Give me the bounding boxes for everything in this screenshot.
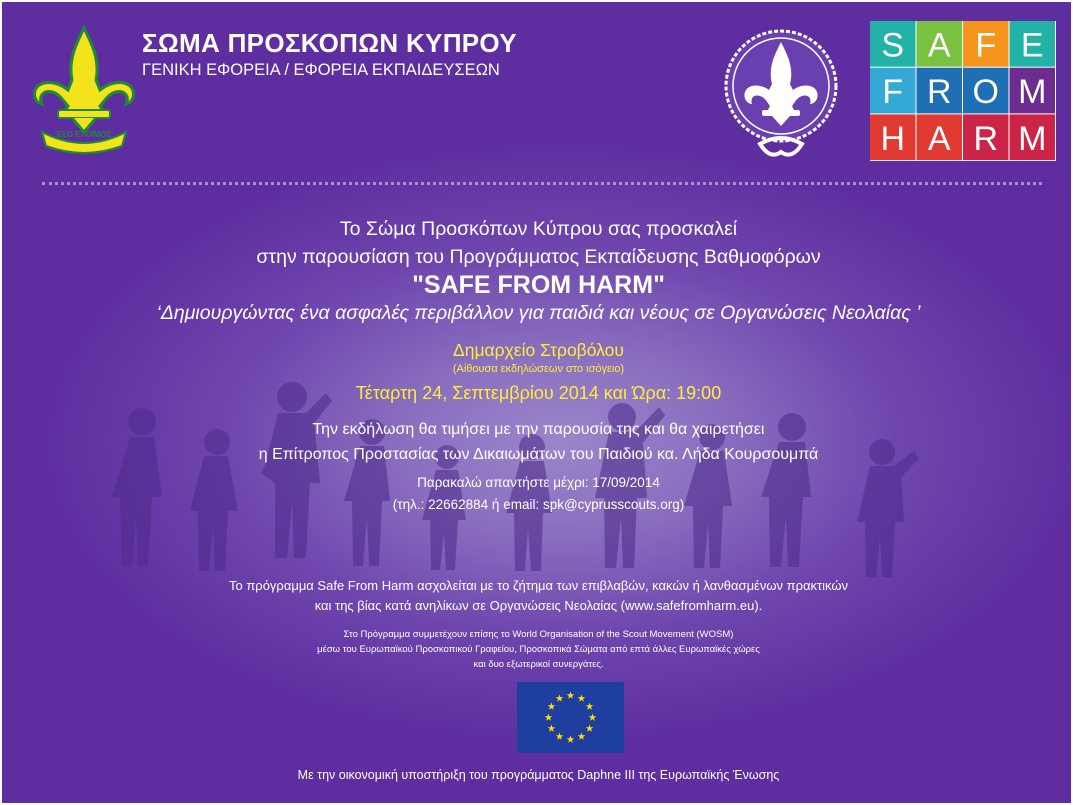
logo-letter: F bbox=[882, 73, 904, 112]
logo-letter: M bbox=[1018, 119, 1047, 158]
about-line-2: και της βίας κατά ανηλίκων σε Οργανώσεις Νεολαίας (www.safefromharm.eu). bbox=[314, 598, 763, 613]
logo-letter: S bbox=[881, 26, 905, 65]
funding-note: Με την οικονομική υποστήριξη του προγράμματος Daphne III της Ευρωπαϊκής Ένωσης bbox=[297, 768, 780, 782]
partners-line-1: Στο Πρόγραμμα συμμετέχουν επίσης το World Organisation of the Scout Movement (WOSM) bbox=[343, 629, 734, 640]
invitation-line-2: στην παρουσίαση του Προγράμματος Εκπαίδευσης Βαθμοφόρων bbox=[256, 246, 821, 268]
org-name: ΣΩΜΑ ΠΡΟΣΚΟΠΩΝ ΚΥΠΡΟΥ bbox=[142, 28, 517, 58]
rsvp-deadline: Παρακαλώ απαντήστε μέχρι: 17/09/2014 bbox=[417, 475, 660, 490]
logo-letter: A bbox=[927, 119, 951, 158]
world-scout-emblem-logo bbox=[722, 24, 840, 162]
event-title: "SAFE FROM HARM" bbox=[412, 271, 665, 299]
logo-letter: O bbox=[972, 73, 999, 112]
event-tagline: ‘Δημιουργώντας ένα ασφαλές περιβάλλον για παιδιά και νέους σε Οργανώσεις Νεολαίας ’ bbox=[156, 302, 921, 324]
rsvp-contact: (τηλ.: 22662884 ή email: spk@cyprusscouts.org) bbox=[392, 497, 685, 512]
logo-letter: H bbox=[880, 119, 906, 158]
crest-motto: ΕΣΟ ΕΤΟΙΜΟΣ bbox=[56, 130, 112, 139]
logo-letter: E bbox=[1020, 26, 1044, 65]
guest-line-1: Την εκδήλωση θα τιμήσει με την παρουσία της και θα χαιρετήσει bbox=[312, 421, 765, 438]
event-datetime: Τέταρτη 24, Σεπτεμβρίου 2014 και Ώρα: 19:00 bbox=[355, 383, 722, 403]
logo-letter: M bbox=[1018, 73, 1047, 112]
org-subtitle: ΓΕΝΙΚΗ ΕΦΟΡΕΙΑ / ΕΦΟΡΕΙΑ ΕΚΠΑΙΔΕΥΣΕΩΝ bbox=[142, 61, 500, 79]
logo-letter: R bbox=[973, 119, 999, 158]
about-line-1: Το πρόγραμμα Safe From Harm ασχολείται με το ζήτημα των επιβλαβών, κακών ή λανθασμένων πρακτικών bbox=[228, 578, 849, 593]
venue-room: (Αίθουσα εκδηλώσεων στο ισόγειο) bbox=[452, 363, 625, 375]
safe-from-harm-logo bbox=[870, 21, 1056, 161]
eu-flag-logo bbox=[517, 682, 624, 753]
partners-line-2: μέσω του Ευρωπαϊκού Προσκοπικού Γραφείου, Προσκοπικά Σώματα από επτά άλλες Ευρωπαϊκές χώρες bbox=[317, 644, 760, 655]
dotted-divider bbox=[42, 182, 1042, 185]
logo-letter: A bbox=[927, 26, 951, 65]
guest-line-2: η Επίτροπος Προστασίας των Δικαιωμάτων του Παιδιού κα. Λήδα Κουρσουμπά bbox=[258, 446, 819, 463]
logo-letter: R bbox=[926, 73, 952, 112]
logo-letter: F bbox=[975, 26, 997, 65]
venue-name: Δημαρχείο Στροβόλου bbox=[453, 340, 624, 360]
invitation-line-1: Το Σώμα Προσκόπων Κύπρου σας προσκαλεί bbox=[339, 218, 738, 240]
partners-line-3: και δυο εξωτερικοί συνεργάτες. bbox=[473, 659, 604, 670]
